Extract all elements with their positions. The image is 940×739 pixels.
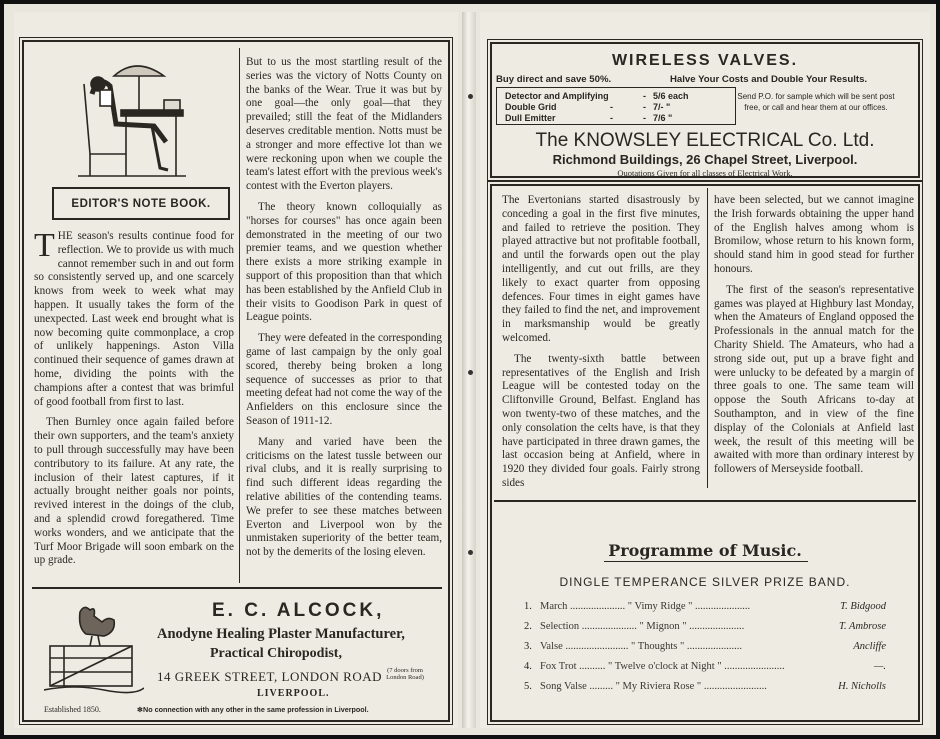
advertiser-name: E. C. ALCOCK, — [212, 600, 385, 621]
price-value: 7/- " — [653, 102, 671, 112]
item-composer: —. — [874, 661, 886, 672]
no-connection-text: No connection with any other in the same profession in Liverpool. — [143, 705, 369, 714]
item-number: 4. — [524, 661, 532, 672]
price-value: 5/6 each — [653, 91, 689, 101]
programme-spread — [4, 4, 936, 735]
left-column-2 — [246, 56, 442, 567]
staple-hole-bottom — [468, 550, 473, 555]
halve-costs-text: Halve Your Costs and Double Your Results. — [670, 74, 868, 85]
buy-direct-text: Buy direct and save 50%. — [496, 74, 612, 85]
drop-cap: T — [34, 227, 55, 264]
col2-paragraph-2: The theory known colloquially as "horses for courses" has once again been demonstrated in the meeting of our two premier teams, and we question whether there exists a more striking example in support of this proposition than that which has been established by the Anfield Club in their visits to Goodison Park in quest of League points. — [246, 200, 442, 324]
alcock-advertisement — [32, 594, 452, 716]
knowsley-address: Richmond Buildings, 26 Chapel Street, Liverpool. — [552, 152, 858, 167]
price-row — [505, 102, 671, 112]
item-number: 3. — [524, 641, 532, 652]
advertiser-city: LIVERPOOL. — [257, 688, 330, 699]
item-number: 1. — [524, 601, 532, 612]
programme-title-underline — [604, 561, 808, 562]
col2-paragraph-1: But to us the most startling result of the series was the victory of Notts County on the banks of the Wear. True it was but by one goal—the only goal—that they prevailed; still the feat of the Midlanders deserves creditable mention. Notts must be a stronger and more effective lot than we were reckoning upon when we couple the team's latest effort with the previous week's contest with the Everton players. — [246, 56, 442, 193]
programme-item — [524, 681, 886, 694]
item-title: March ..................... " Vimy Ridge " ..................... — [540, 601, 751, 612]
right-col2-paragraph-2: The first of the season's representative games was played at Highbury last Monday, when the Amateurs of England opposed the Professionals in the annual match for the Charity Shield. The Amateurs, who had a strong side out, put up a brave fight and were unlucky to be defeated by a margin of three goals to one. The same team will oppose the South Africans to-day at Southampton, and in view of the fine display of the Colonials at Anfield last week, the result of this meeting will be awaited with more than ordinary interest by followers of Merseyside football. — [714, 283, 914, 476]
established-note: Established 1850. — [44, 705, 101, 714]
price-value: 7/6 " — [653, 113, 673, 123]
programme-item — [524, 661, 886, 674]
right-column-1 — [502, 194, 700, 498]
item-composer: T. Bidgood — [840, 601, 886, 612]
price-list-box — [496, 87, 736, 125]
programme-item — [524, 601, 886, 614]
item-title: Selection ..................... " Mignon " ..................... — [540, 621, 745, 632]
editors-note-book-heading — [52, 187, 230, 220]
item-composer: T. Ambrose — [838, 621, 886, 632]
left-column-1 — [34, 227, 234, 575]
no-connection-note — [137, 705, 369, 714]
dash: - — [643, 102, 646, 112]
col2-paragraph-4: Many and varied have been the criticisms on the latest tussle between our rival clubs, and it is really surprising to find such different ideas regarding the relative abilities of the contending teams. We prefer to see these matches between Everton and Liverpool won by the unmistaken superiority of the better team, not by the demerits of the losing eleven. — [246, 435, 442, 559]
programme-item — [524, 621, 886, 634]
send-po-text: Send P.O. for sample which will be sent post free, or call and hear them at our offices. — [737, 92, 895, 112]
item-number: 5. — [524, 681, 532, 692]
col2-paragraph-3: They were defeated in the corresponding game of last campaign by the only goal scored, thereby being broken a long sequence of successes as prior to that meeting defeat had not come the way of the Anfielders on this enclosure since the Season of 1911-12. — [246, 332, 442, 427]
editor-reading-illustration — [76, 54, 211, 182]
item-title: Valse ........................ " Thoughts " ..................... — [540, 641, 743, 652]
knowsley-company-name: The KNOWSLEY ELECTRICAL Co. Ltd. — [535, 130, 875, 151]
item-title: Fox Trot .......... " Twelve o'clock at Night " ....................... — [540, 661, 785, 672]
price-item: Dull Emitter — [505, 113, 556, 123]
right-col2-paragraph-1: have been selected, but we cannot imagine the Irish forwards obtaining the upper hand of the English halves among whom is Bromilow, whose return to his known form, should stand him in good stead for further honours. — [714, 194, 914, 275]
right-col1-paragraph-1: The Evertonians started disastrously by conceding a goal in the first five minutes, and failed to retrieve the position. They played attractive but not profitable football, and until the forwards open out the play intelligently, and cut out frills, are they likely to exact quarter from opposing defences. Four times in eight games have they failed to find the net, and improvement in marksmanship would be greatly welcomed. — [502, 194, 700, 344]
advertiser-trade: Anodyne Healing Plaster Manufacturer, — [157, 626, 405, 642]
col1-paragraph-1 — [34, 227, 234, 409]
programme-item — [524, 641, 886, 654]
wireless-valves-title: WIRELESS VALVES. — [611, 52, 799, 69]
col1-paragraph-1-text: HE season's results continue food for reflection. We to provide us with much cannot remember such in and out form so consistently served up, and one scarcely knows from week to week what may happen. It usually takes the form of the unexpected. Last week end brought what is now becoming quite commonplace, a crop of unlikely happenings. Aston Villa continued their sequence of games drawn at home, dividing the points with the champions after a contest that was brimful of good football from first to last. — [34, 230, 234, 408]
dash: - — [610, 102, 613, 112]
advertiser-doors-note: (7 doors from London Road) — [386, 667, 424, 681]
col1-paragraph-2: Then Burnley once again failed before their own supporters, and the team's anxiety to pull through successfully may have been contributory to its failure. At any rate, the inclusion of their latest captures, if it actually brought neither goals nor points, revived interest in the doings of the club, and a splendid crowd foregathered. Time works wonders, and we anticipate that the Turf Moor Brigade will soon embark on the up grade. — [34, 416, 234, 567]
price-row — [505, 113, 673, 123]
dash: - — [610, 113, 613, 123]
left-column-divider — [239, 48, 240, 583]
item-number: 2. — [524, 621, 532, 632]
programme-divider — [494, 500, 916, 502]
editors-note-book-label: EDITOR'S NOTE BOOK. — [71, 197, 211, 210]
ad-divider — [32, 587, 442, 589]
right-col1-paragraph-2: The twenty-sixth battle between representatives of the English and Irish League will be contested today on the Cliftonville Ground, Belfast. England has won twenty-two of these matches, and the only consolation the celts have, is that they have participated in three drawn games, the last occasion being at Anfield, where in 1920 they divided four goals. Fairly strong sides — [502, 352, 700, 489]
star-icon: ✻ — [137, 705, 144, 714]
item-composer: H. Nicholls — [838, 681, 886, 692]
price-item: Detector and Amplifying — [505, 91, 609, 101]
right-column-2 — [714, 194, 914, 484]
rooster-on-gate-illustration — [44, 602, 144, 694]
item-title: Song Valse ......... " My Riviera Rose " ........................ — [540, 681, 767, 692]
quotations-note: Quotations Given for all classes of Electrical Work. — [617, 168, 793, 178]
dash: - — [643, 91, 646, 101]
item-composer: Ancliffe — [853, 641, 886, 652]
staple-hole-middle — [468, 370, 473, 375]
price-item: Double Grid — [505, 102, 557, 112]
price-row — [505, 91, 689, 101]
dash: - — [643, 113, 646, 123]
programme-of-music-title: Programme of Music. — [608, 541, 802, 560]
advertiser-profession: Practical Chiropodist, — [210, 646, 342, 661]
advertiser-address: 14 GREEK STREET, LONDON ROAD — [157, 669, 382, 684]
staple-hole-top — [468, 94, 473, 99]
left-page — [14, 12, 458, 728]
band-name: DINGLE TEMPERANCE SILVER PRIZE BAND. — [559, 575, 851, 589]
right-column-divider — [707, 188, 708, 488]
right-page — [480, 12, 930, 728]
